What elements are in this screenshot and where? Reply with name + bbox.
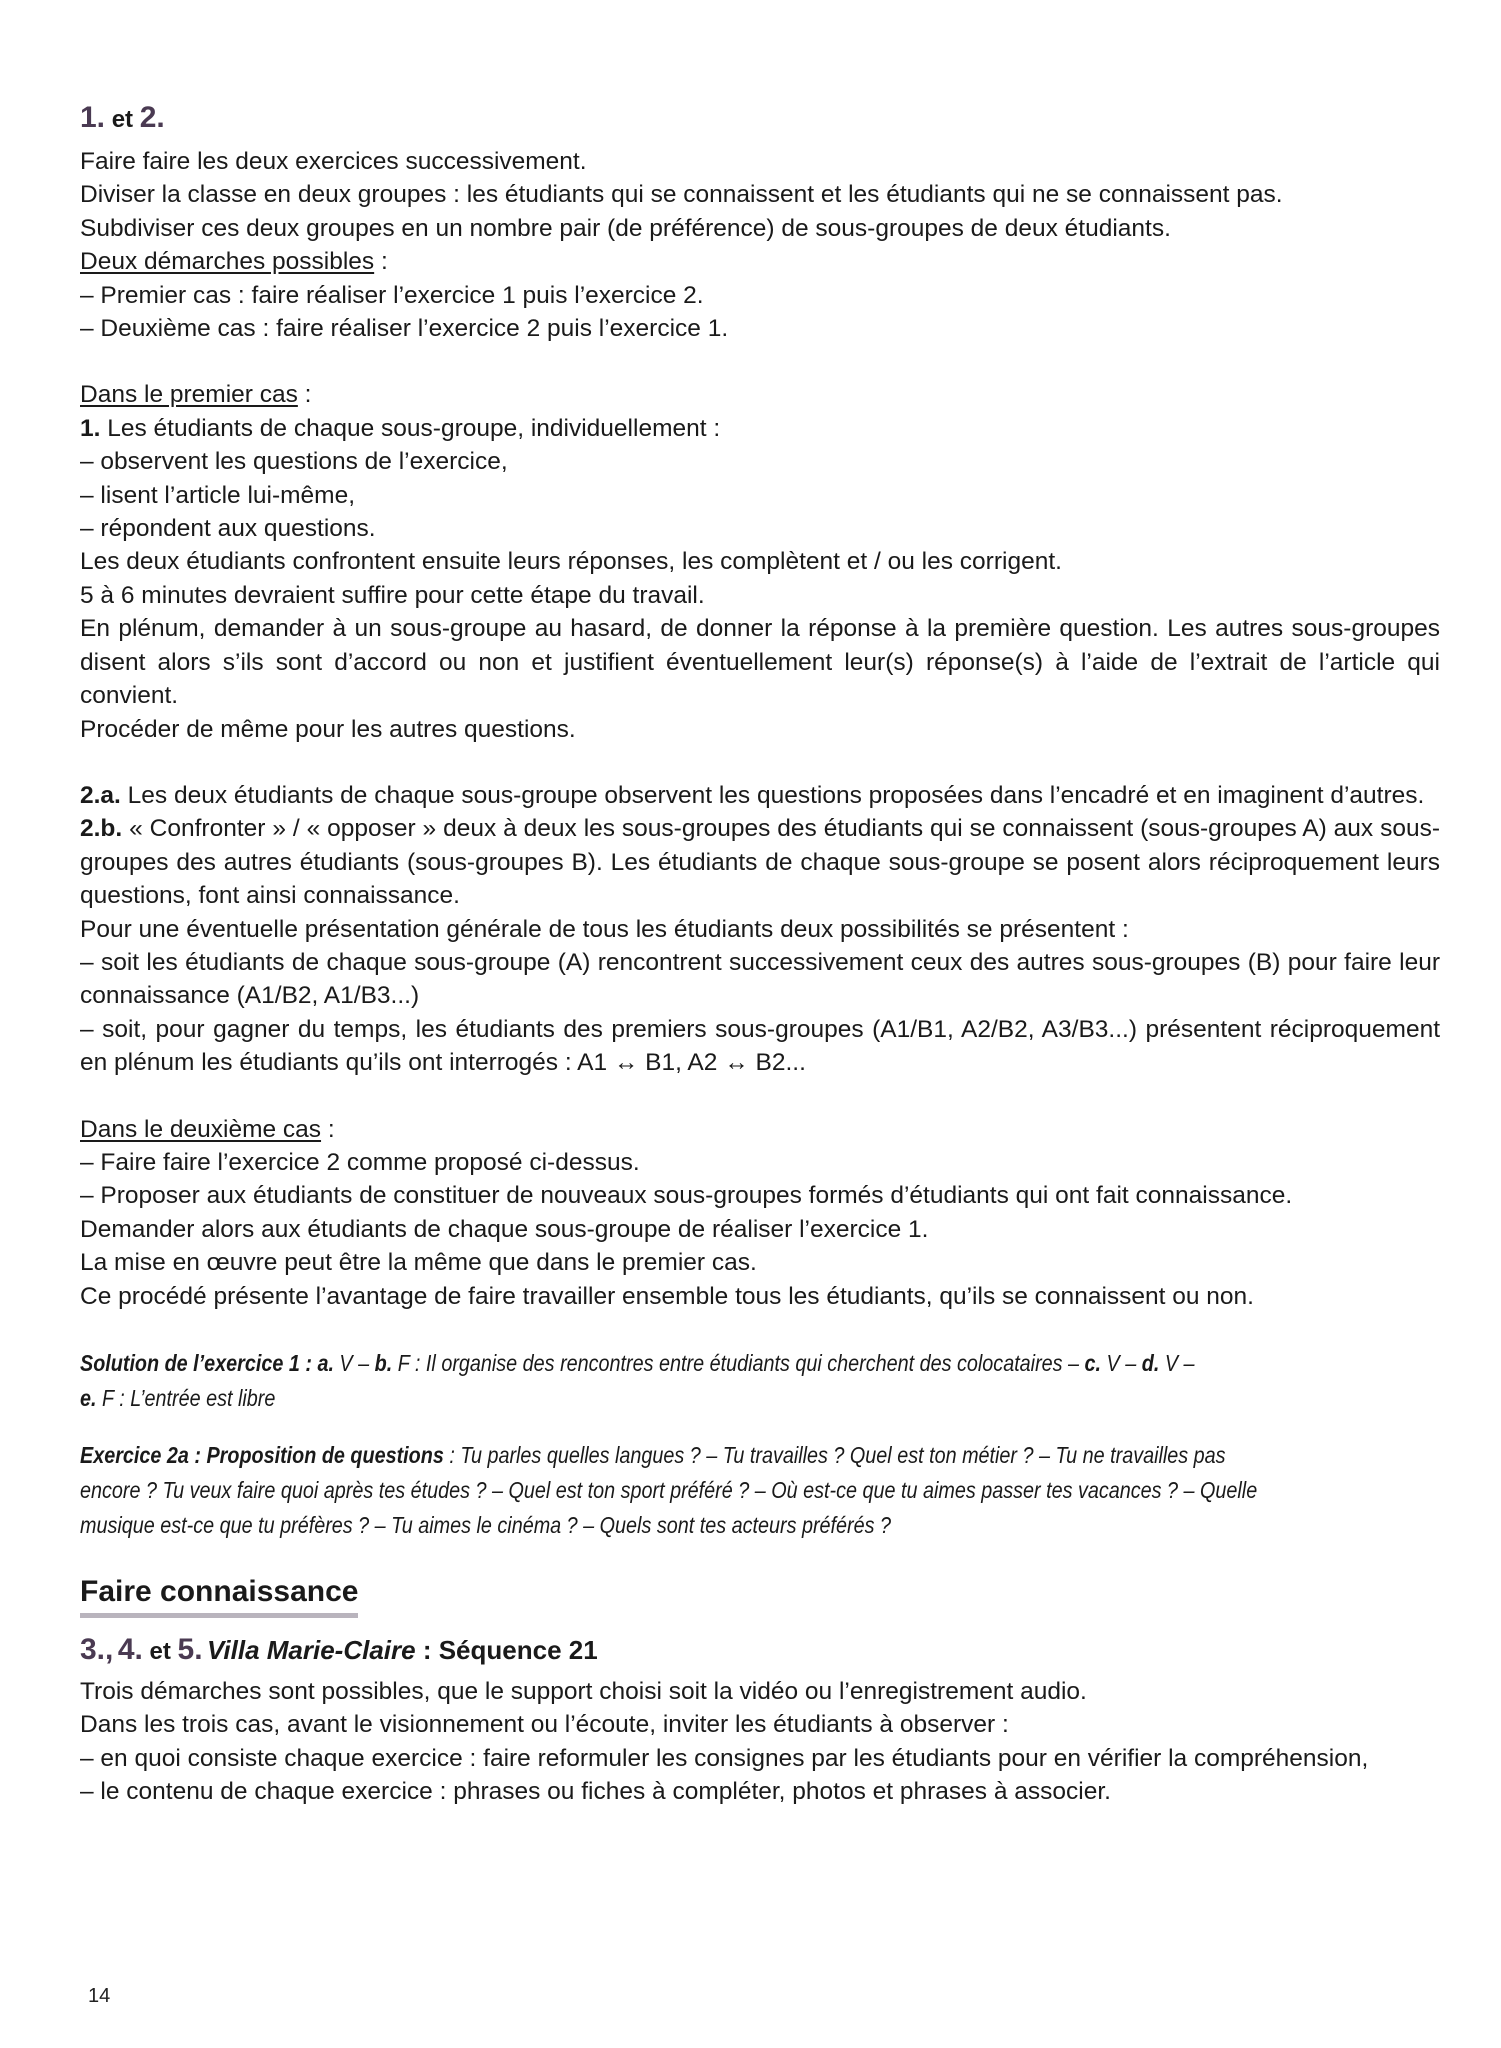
villa-marie-claire-title: Villa Marie-Claire xyxy=(207,1635,416,1665)
deuxieme-cas-item-2: – Proposer aux étudiants de constituer de nouveaux sous-groupes formés d’étudiants qui ont fait connaissance. xyxy=(80,1182,1293,1210)
premier-cas-label xyxy=(80,378,1440,411)
step-2a-text: Les deux étudiants de chaque sous-groupe observent les questions proposées dans l’encadré et en imaginent d’autres. xyxy=(120,781,1425,809)
section-line-1: Trois démarches sont possibles, que le support choisi soit la vidéo ou l’enregistrement audio. xyxy=(80,1678,1087,1705)
solution-a-letter: a. xyxy=(311,1350,334,1376)
heading-exercises-3-4-5 xyxy=(80,1630,1440,1675)
presentation-line: Pour une éventuelle présentation générale de tous les étudiants deux possibilités se présentent : xyxy=(80,915,1129,943)
intro-line-2: Diviser la classe en deux groupes : les étudiants qui se connaissent et les étudiants qui ne se connaissent pas. xyxy=(80,181,1283,209)
solution-e-text: F : L’entrée est libre xyxy=(96,1385,276,1411)
solution-label: Solution de l’exercice 1 : xyxy=(80,1350,312,1376)
exercise-2a-line-3: musique est-ce que tu préfères ? – Tu aimes le cinéma ? – Quels sont tes acteurs préférés ? xyxy=(80,1512,892,1538)
proceder-line: Procéder de même pour les autres questions. xyxy=(80,715,576,743)
heading-number-3: 3., xyxy=(80,1633,114,1666)
solution-c-letter: c. xyxy=(1084,1350,1102,1376)
step-1-item-1: – observent les questions de l’exercice, xyxy=(80,448,508,476)
step-1-text: Les étudiants de chaque sous-groupe, individuellement : xyxy=(100,414,721,442)
heading-et: et xyxy=(105,106,140,133)
demarches-label xyxy=(80,245,1440,278)
page-content xyxy=(80,98,1440,1809)
step-1-item-2: – lisent l’article lui-même, xyxy=(80,481,356,509)
step-1 xyxy=(80,412,1440,445)
heading-et-2: et xyxy=(142,1638,178,1665)
demarches-label-text: Deux démarches possibles xyxy=(80,248,375,276)
solution-d-text: V – xyxy=(1159,1350,1195,1376)
step-2b-number: 2.b. xyxy=(80,815,123,843)
solution-d-letter: d. xyxy=(1141,1350,1160,1376)
exercise-2a-label: Exercice 2a : Proposition de questions xyxy=(80,1442,444,1468)
demarche-item-2: – Deuxième cas : faire réaliser l’exercice 2 puis l’exercice 1. xyxy=(80,315,729,343)
premier-cas-suffix: : xyxy=(297,381,312,409)
deuxieme-cas-item-1: – Faire faire l’exercice 2 comme proposé ci-dessus. xyxy=(80,1148,640,1176)
solution-c-text: V – xyxy=(1101,1350,1142,1376)
deuxieme-cas-suffix: : xyxy=(321,1115,335,1143)
heading-exercises-1-2 xyxy=(80,98,1440,143)
premier-cas-label-text: Dans le premier cas xyxy=(80,381,298,409)
solution-b-text: F : Il organise des rencontres entre étudiants qui cherchent des colocataires – xyxy=(392,1350,1085,1376)
section-item-1: – en quoi consiste chaque exercice : faire reformuler les consignes par les étudiants pour en vérifier la compréhension, xyxy=(80,1744,1369,1772)
plenum-paragraph: En plénum, demander à un sous-groupe au hasard, de donner la réponse à la première question. Les autres sous-groupes disent alors s’ils sont d’accord ou non et justifient éventuellement leur(s) réponse(s) à l’aide de l’extrait de l’article qui convient. xyxy=(80,615,1440,710)
section-line-2: Dans les trois cas, avant le visionnement ou l’écoute, inviter les étudiants à observer : xyxy=(80,1711,1009,1739)
soit-option-2: – soit, pour gagner du temps, les étudiants des premiers sous-groupes (A1/B1, A2/B2, A3/B3...) présentent réciproquement en plénum les étudiants qu’ils ont interrogés : A1 ↔ B1, A2 ↔ B2... xyxy=(80,1015,1440,1077)
intro-line-1: Faire faire les deux exercices successivement. xyxy=(80,148,587,175)
deuxieme-cas-line-1: Demander alors aux étudiants de chaque sous-groupe de réaliser l’exercice 1. xyxy=(80,1215,929,1243)
step-1-item-3: – répondent aux questions. xyxy=(80,515,376,543)
solution-b-letter: b. xyxy=(374,1350,393,1376)
solution-a-text: V – xyxy=(333,1350,375,1376)
intro-line-3: Subdiviser ces deux groupes en un nombre pair (de préférence) de sous-groupes de deux étudiants. xyxy=(80,214,1171,242)
deuxieme-cas-label xyxy=(80,1113,1440,1146)
demarche-item-1: – Premier cas : faire réaliser l’exercice 1 puis l’exercice 2. xyxy=(80,281,704,309)
heading-number-4: 4. xyxy=(117,1633,143,1666)
soit-option-1: – soit les étudiants de chaque sous-groupe (A) rencontrent successivement ceux des autres sous-groupes (B) pour faire leur connaissance (A1/B2, A1/B3...) xyxy=(80,948,1440,1010)
page-number: 14 xyxy=(88,1985,111,2007)
section-item-2: – le contenu de chaque exercice : phrases ou fiches à compléter, photos et phrases à associer. xyxy=(80,1778,1111,1806)
heading-number-5: 5. xyxy=(177,1633,203,1666)
section-title: Faire connaissance xyxy=(80,1575,358,1618)
solution-exercise-1-line-1 xyxy=(80,1346,1439,1381)
step-2a-number: 2.a. xyxy=(80,781,121,809)
premier-cas-line-2: 5 à 6 minutes devraient suffire pour cette étape du travail. xyxy=(80,581,705,609)
sequence-label: : Séquence 21 xyxy=(415,1635,598,1665)
deuxieme-cas-line-3: Ce procédé présente l’avantage de faire travailler ensemble tous les étudiants, qu’ils se connaissent ou non. xyxy=(80,1282,1254,1310)
heading-number-2: 2. xyxy=(139,101,165,134)
exercise-2a-line-2: encore ? Tu veux faire quoi après tes études ? – Quel est ton sport préféré ? – Où est-ce que tu aimes passer tes vacances ? – Quelle xyxy=(80,1477,1258,1503)
heading-number-1: 1. xyxy=(80,101,106,134)
premier-cas-line-1: Les deux étudiants confrontent ensuite leurs réponses, les complètent et / ou les corrigent. xyxy=(80,548,1062,576)
step-1-number: 1. xyxy=(80,414,101,442)
exercise-2a-text-1: : Tu parles quelles langues ? – Tu travailles ? Quel est ton métier ? – Tu ne travailles pas xyxy=(443,1442,1226,1468)
solution-e-letter: e. xyxy=(80,1385,97,1411)
exercise-2a-line-1 xyxy=(80,1438,1439,1473)
step-2a xyxy=(80,779,1440,812)
deuxieme-cas-line-2: La mise en œuvre peut être la même que dans le premier cas. xyxy=(80,1249,757,1277)
demarches-suffix: : xyxy=(374,248,388,276)
step-2b xyxy=(80,812,1440,912)
deuxieme-cas-label-text: Dans le deuxième cas xyxy=(80,1115,322,1143)
solution-exercise-1-line-2 xyxy=(80,1381,1439,1416)
step-2b-text: « Confronter » / « opposer » deux à deux les sous-groupes des étudiants qui se connaissent (sous-groupes A) aux sous-groupes des autres étudiants (sous-groupes B). Les étudiants de chaque sous-groupe se posent alors réciproquement leurs questions, font ainsi connaissance. xyxy=(80,815,1440,910)
